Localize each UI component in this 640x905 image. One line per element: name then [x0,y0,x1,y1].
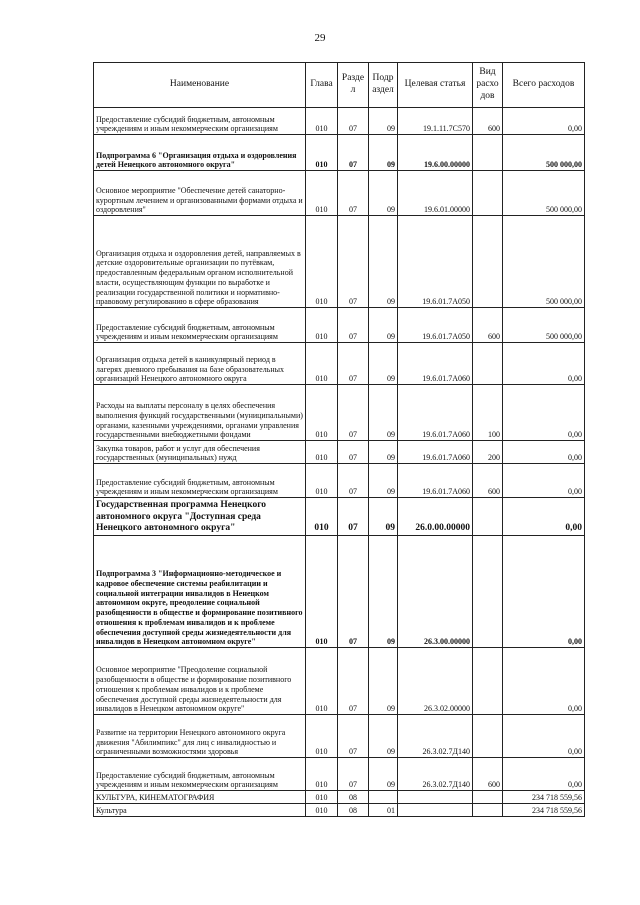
row-target: 26.3.00.00000 [398,536,473,648]
row-vid [473,135,503,171]
header-target: Целевая статья [398,63,473,108]
page-number: 29 [314,32,326,44]
row-podrazdel: 09 [369,498,398,536]
row-vid [473,216,503,308]
row-total: 0,00 [503,385,585,441]
table-row [94,804,585,817]
table-row [94,385,585,441]
row-target: 19.6.01.7А060 [398,464,473,498]
row-vid [473,171,503,216]
row-target: 26.0.00.00000 [398,498,473,536]
row-name: Предоставление субсидий бюджетным, автономным учреждениям и иным некоммерческим организациям [94,758,306,791]
row-total: 500 000,00 [503,171,585,216]
row-total: 0,00 [503,464,585,498]
row-name: Организация отдыха и оздоровления детей, направляемых в детские оздоровительные организации по путёвкам, предоставленным федеральным органом исполнительной власти, осуществляющим функции по выработке и реализации государственной политики и нормативно-правовому регулированию в сфере образования [94,216,306,308]
row-name: Организация отдыха детей в каникулярный период в лагерях дневного пребывания на базе образовательных организаций Ненецкого автономного округа [94,343,306,385]
row-total: 0,00 [503,441,585,464]
row-razdel: 07 [338,108,369,135]
row-glava: 010 [306,135,338,171]
table-row [94,441,585,464]
table-row [94,648,585,715]
row-razdel: 07 [338,385,369,441]
row-glava: 010 [306,536,338,648]
row-vid: 600 [473,308,503,343]
row-vid [473,791,503,804]
header-name: Наименование [94,63,306,108]
row-name: КУЛЬТУРА, КИНЕМАТОГРАФИЯ [94,791,306,804]
row-name: Закупка товаров, работ и услуг для обеспечения государственных (муниципальных) нужд [94,441,306,464]
row-podrazdel: 09 [369,536,398,648]
row-razdel: 07 [338,648,369,715]
row-podrazdel: 09 [369,715,398,758]
table-row [94,171,585,216]
row-glava: 010 [306,791,338,804]
row-total: 500 000,00 [503,135,585,171]
table-row [94,536,585,648]
row-target: 19.6.01.7А050 [398,308,473,343]
row-name: Основное мероприятие "Обеспечение детей санаторно-курортным лечением и организованными формами отдыха и оздоровления" [94,171,306,216]
header-glava: Глава [306,63,338,108]
row-glava: 010 [306,464,338,498]
row-target: 19.6.01.00000 [398,171,473,216]
row-vid [473,536,503,648]
row-razdel: 07 [338,135,369,171]
row-target: 19.6.01.7А060 [398,385,473,441]
row-name: Предоставление субсидий бюджетным, автономным учреждениям и иным некоммерческим организациям [94,308,306,343]
row-target: 19.6.01.7А050 [398,216,473,308]
row-vid: 100 [473,385,503,441]
row-razdel: 07 [338,758,369,791]
row-name: Предоставление субсидий бюджетным, автономным учреждениям и иным некоммерческим организациям [94,108,306,135]
table-row [94,715,585,758]
row-razdel: 07 [338,216,369,308]
row-glava: 010 [306,715,338,758]
row-podrazdel [369,791,398,804]
row-glava: 010 [306,216,338,308]
table-row [94,498,585,536]
table-row [94,758,585,791]
row-glava: 010 [306,108,338,135]
row-total: 0,00 [503,498,585,536]
row-podrazdel: 09 [369,464,398,498]
row-vid: 600 [473,108,503,135]
row-podrazdel: 09 [369,171,398,216]
row-total: 500 000,00 [503,308,585,343]
row-target: 26.3.02.00000 [398,648,473,715]
row-podrazdel: 09 [369,441,398,464]
row-name: Основное мероприятие "Преодоление социальной разобщенности в обществе и формирование позитивного отношения к проблемам инвалидов и к проблеме обеспечения доступной среды жизнедеятельности для инвалидов в Ненецком автономном округе" [94,648,306,715]
row-total: 0,00 [503,648,585,715]
table-row [94,791,585,804]
row-razdel: 07 [338,308,369,343]
row-glava: 010 [306,343,338,385]
row-razdel: 07 [338,715,369,758]
row-podrazdel: 09 [369,758,398,791]
row-total: 0,00 [503,343,585,385]
row-target: 19.6.01.7А060 [398,343,473,385]
row-target: 19.6.01.7А060 [398,441,473,464]
row-target [398,791,473,804]
row-razdel: 07 [338,464,369,498]
row-glava: 010 [306,648,338,715]
row-glava: 010 [306,308,338,343]
row-target: 19.6.00.00000 [398,135,473,171]
row-glava: 010 [306,441,338,464]
row-razdel: 07 [338,343,369,385]
row-razdel: 07 [338,171,369,216]
row-total: 0,00 [503,536,585,648]
row-razdel: 07 [338,441,369,464]
row-name: Подпрограмма 3 "Информационно-методическое и кадровое обеспечение системы реабилитации и социальной интеграции инвалидов в Ненецком автономном округе, преодоление социальной разобщенности в обществе и формирование позитивного отношения к проблемам инвалидов и к проблеме обеспечения доступной среды жизнедеятельности для инвалидов в Ненецком автономном округе" [94,536,306,648]
row-vid [473,498,503,536]
row-total: 234 718 559,56 [503,804,585,817]
row-name: Подпрограмма 6 "Организация отдыха и оздоровления детей Ненецкого автономного округа" [94,135,306,171]
row-name: Расходы на выплаты персоналу в целях обеспечения выполнения функций государственными (муниципальными) органами, казенными учреждениями, органами управления государственными внебюджетными фондами [94,385,306,441]
table-row [94,308,585,343]
row-total: 0,00 [503,108,585,135]
row-glava: 010 [306,385,338,441]
row-target: 19.1.11.7С570 [398,108,473,135]
row-vid [473,804,503,817]
table-row [94,464,585,498]
row-name: Культура [94,804,306,817]
table-row [94,343,585,385]
table-row [94,108,585,135]
row-podrazdel: 09 [369,216,398,308]
row-razdel: 07 [338,536,369,648]
header-podrazdel: Подр аздел [369,63,398,108]
row-name: Государственная программа Ненецкого автономного округа "Доступная среда Ненецкого автономного округа" [94,498,306,536]
row-total: 234 718 559,56 [503,791,585,804]
table-row [94,216,585,308]
budget-table [93,62,585,817]
row-podrazdel: 09 [369,343,398,385]
row-podrazdel: 09 [369,135,398,171]
row-total: 0,00 [503,758,585,791]
row-podrazdel: 09 [369,648,398,715]
row-name: Развитие на территории Ненецкого автономного округа движения "Абилимпикс" для лиц с инвалидностью и ограниченными возможностями здоровья [94,715,306,758]
row-glava: 010 [306,804,338,817]
row-razdel: 07 [338,498,369,536]
row-razdel: 08 [338,804,369,817]
row-podrazdel: 09 [369,108,398,135]
row-target [398,804,473,817]
row-name: Предоставление субсидий бюджетным, автономным учреждениям и иным некоммерческим организациям [94,464,306,498]
header-razdel: Разде л [338,63,369,108]
row-vid: 600 [473,464,503,498]
row-glava: 010 [306,758,338,791]
row-podrazdel: 09 [369,385,398,441]
table-row [94,135,585,171]
row-target: 26.3.02.7Д140 [398,715,473,758]
row-target: 26.3.02.7Д140 [398,758,473,791]
row-vid [473,343,503,385]
header-total: Всего расходов [503,63,585,108]
row-vid [473,715,503,758]
row-podrazdel: 01 [369,804,398,817]
row-glava: 010 [306,498,338,536]
row-total: 500 000,00 [503,216,585,308]
row-vid: 200 [473,441,503,464]
row-vid: 600 [473,758,503,791]
row-glava: 010 [306,171,338,216]
header-vid: Вид расхо дов [473,63,503,108]
row-razdel: 08 [338,791,369,804]
row-total: 0,00 [503,715,585,758]
row-vid [473,648,503,715]
header-row [94,63,585,108]
row-podrazdel: 09 [369,308,398,343]
